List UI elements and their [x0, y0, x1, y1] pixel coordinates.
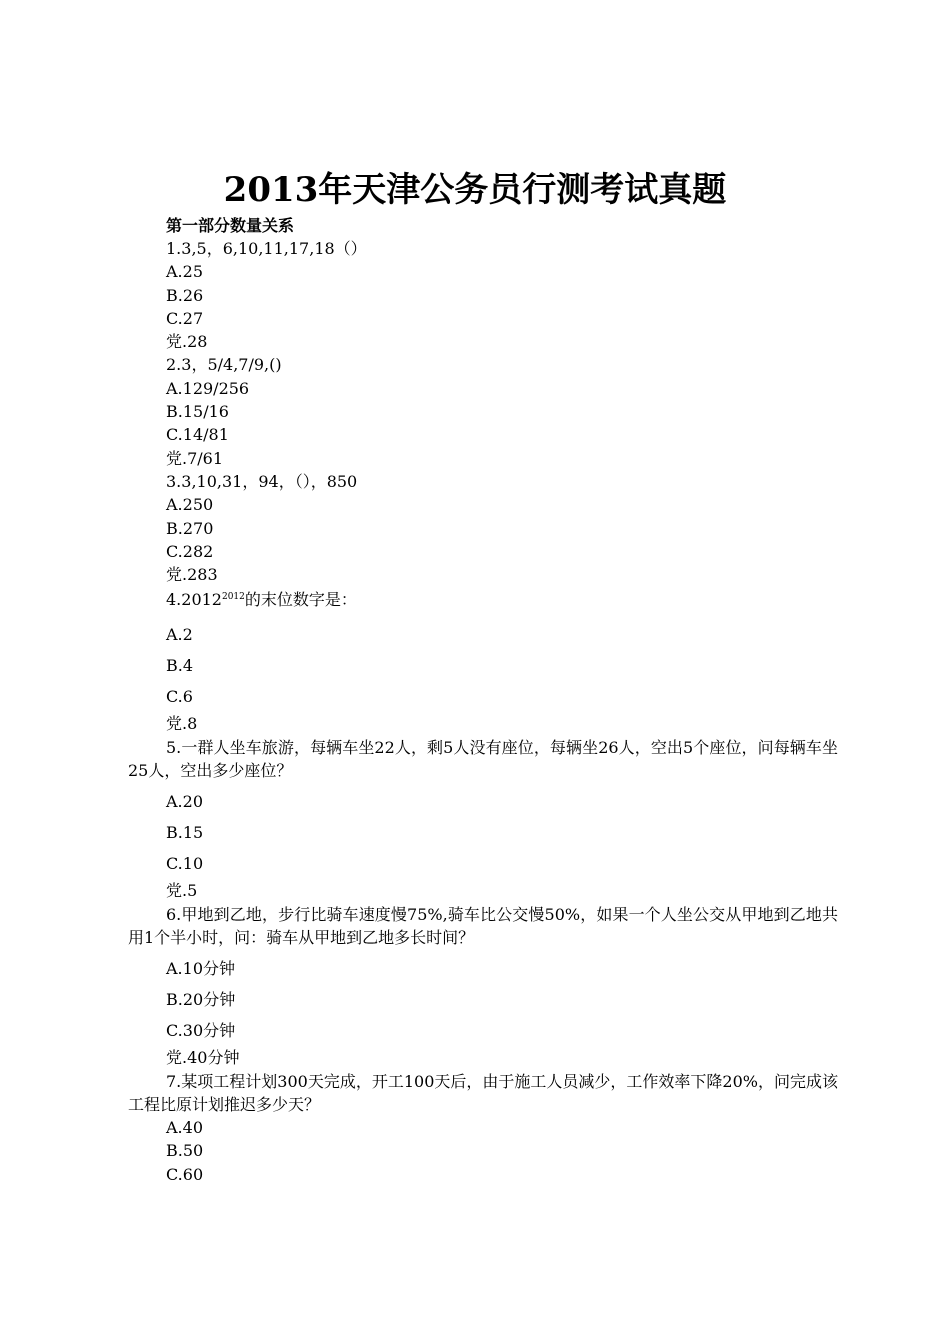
option-b: B.15/16: [166, 402, 229, 422]
option-b: B.26: [166, 285, 204, 305]
option-c: C.27: [166, 308, 204, 328]
question-7: [128, 1070, 838, 1186]
option-d: 党.283: [166, 565, 218, 585]
option-d: 党.8: [166, 714, 198, 734]
question-6: [128, 903, 838, 1070]
document-body: [128, 214, 838, 1186]
question-stem: 6.甲地到乙地，步行比骑车速度慢75%,骑车比公交慢50%，如果一个人坐公交从甲地到乙地共用1个半小时，问：骑车从甲地到乙地多长时间？: [128, 904, 838, 947]
option-c: C.14/81: [166, 425, 229, 445]
option-b: B.50: [166, 1141, 204, 1161]
option-c: C.10: [166, 854, 204, 874]
question-stem: 5.一群人坐车旅游，每辆车坐22人，剩5人没有座位，每辆坐26人，空出5个座位，问每辆车坐25人，空出多少座位？: [128, 737, 838, 781]
option-d: 党.40分钟: [166, 1048, 240, 1068]
question-stem: 3.3,10,31，94，（），850: [166, 471, 358, 491]
stem-exponent: 2012: [221, 592, 245, 603]
option-a: A.25: [166, 262, 203, 282]
question-2: [128, 353, 838, 469]
stem-tail: 的末位数字是：: [244, 590, 357, 610]
stem-base: 4.2012: [166, 590, 222, 610]
section-heading: 第一部分数量关系: [166, 216, 295, 235]
question-4: [128, 586, 838, 735]
option-b: B.20分钟: [166, 990, 236, 1010]
option-b: B.4: [166, 656, 194, 676]
option-c: C.282: [166, 541, 214, 561]
option-a: A.129/256: [166, 378, 250, 398]
option-a: A.20: [166, 792, 203, 812]
option-b: B.15: [166, 823, 204, 843]
question-stem: 7.某项工程计划300天完成，开工100天后，由于施工人员减少，工作效率下降20%，问完成该工程比原计划推迟多少天？: [128, 1071, 838, 1114]
option-b: B.270: [166, 518, 214, 538]
question-stem: 2.3，5/4,7/9,(): [166, 355, 282, 375]
document-title: 2013年天津公务员行测考试真题: [223, 170, 727, 210]
question-1: [128, 237, 838, 353]
question-stem: 1.3,5，6,10,11,17,18（）: [166, 239, 367, 258]
question-3: [128, 470, 838, 586]
option-d: 党.7/61: [166, 448, 224, 468]
option-a: A.10分钟: [166, 959, 236, 979]
option-d: 党.5: [166, 881, 198, 901]
option-c: C.30分钟: [166, 1021, 236, 1041]
option-c: C.60: [166, 1164, 204, 1184]
option-c: C.6: [166, 687, 193, 707]
option-a: A.2: [166, 625, 193, 645]
option-a: A.250: [166, 495, 214, 515]
option-a: A.40: [166, 1118, 203, 1138]
option-d: 党.28: [166, 332, 208, 352]
question-stem: [128, 586, 838, 614]
question-5: [128, 736, 838, 903]
